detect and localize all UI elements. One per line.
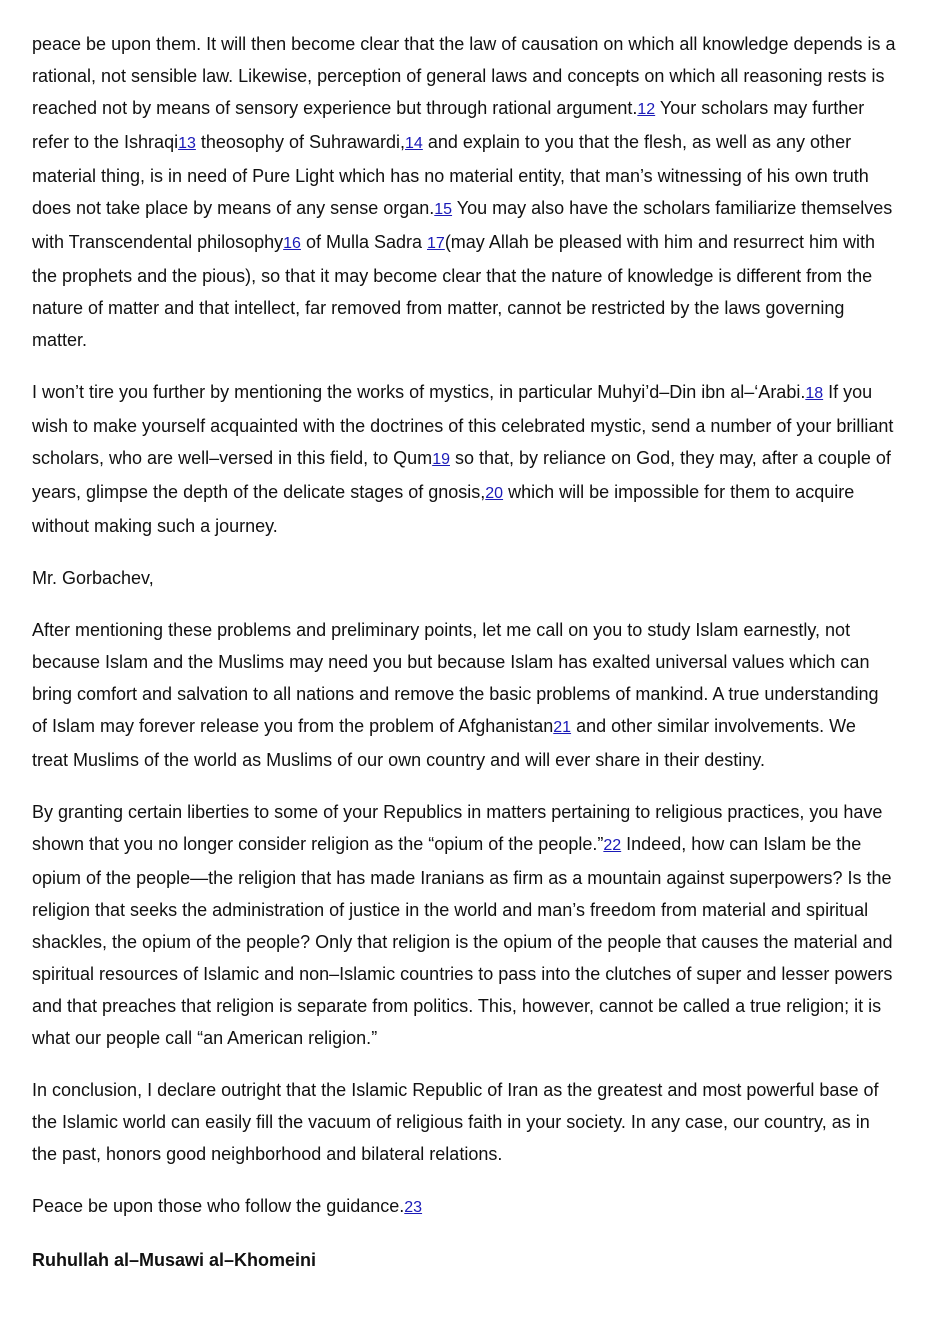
letter-body xyxy=(32,28,896,1276)
paragraph-text: By granting certain liberties to some of your Republics in matters pertaining to religious practices, you have shown that you no longer consider religion as the “opium of the people.” xyxy=(32,802,883,854)
paragraph xyxy=(32,1074,896,1170)
paragraph-list xyxy=(32,28,896,1224)
paragraph-text: theosophy of Suhrawardi, xyxy=(195,132,406,152)
footnote-link[interactable]: 23 xyxy=(404,1199,423,1216)
paragraph xyxy=(32,562,896,594)
paragraph-text: If you wish to make yourself acquainted with the doctrines of this celebrated mystic, send a number of your brilliant scholars, who are well–versed in this field, to Qum xyxy=(32,382,894,468)
paragraph-text: which will be impossible for them to acquire without making such a journey. xyxy=(32,482,855,536)
paragraph xyxy=(32,614,896,776)
paragraph xyxy=(32,28,896,356)
footnote-link[interactable]: 20 xyxy=(485,485,504,502)
footnote-link[interactable]: 15 xyxy=(434,201,453,218)
paragraph-text: Peace be upon those who follow the guidance. xyxy=(32,1196,405,1216)
footnote-link[interactable]: 13 xyxy=(178,135,196,152)
paragraph-text: and other similar involvements. We treat Muslims of the world as Muslims of our own country and will ever share in their destiny. xyxy=(32,716,856,770)
paragraph-text: After mentioning these problems and preliminary points, let me call on you to study Islam earnestly, not because Islam and the Muslims may need you but because Islam has exalted universal values which can bring comfort and salvation to all nations and remove the basic problems of mankind. A true understanding of Islam may forever release you from the problem of Afghanistan xyxy=(32,620,879,736)
paragraph-text: and explain to you that the flesh, as well as any other material thing, is in need of Pure Light which has no material entity, that man’s witnessing of his own truth does not take place by means of any sense organ. xyxy=(32,132,869,218)
paragraph xyxy=(32,1190,896,1224)
paragraph-text: (may Allah be pleased with him and resurrect him with the prophets and the pious), so that it may become clear that the nature of knowledge is different from the nature of matter and that intellect, far removed from matter, cannot be restricted by the laws governing matter. xyxy=(32,232,876,350)
footnote-link[interactable]: 16 xyxy=(283,235,301,252)
footnote-link[interactable]: 21 xyxy=(553,719,572,736)
footnote-link[interactable]: 14 xyxy=(405,135,423,152)
paragraph-text: so that, by reliance on God, they may, after a couple of years, glimpse the depth of the delicate stages of gnosis, xyxy=(32,448,891,502)
footnote-link[interactable]: 19 xyxy=(432,451,450,468)
paragraph xyxy=(32,796,896,1054)
paragraph xyxy=(32,376,896,542)
paragraph-text: peace be upon them. It will then become clear that the law of causation on which all knowledge depends is a rational, not sensible law. Likewise, perception of general laws and concepts on which all reasoning rests is reached not by means of sensory experience but through rational argument. xyxy=(32,34,896,118)
signature: Ruhullah al–Musawi al–Khomeini xyxy=(32,1250,317,1270)
paragraph-text: In conclusion, I declare outright that the Islamic Republic of Iran as the greatest and most powerful base of the Islamic world can easily fill the vacuum of religious faith in your society. In any case, our country, as in the past, honors good neighborhood and bilateral relations. xyxy=(32,1080,879,1164)
paragraph-text: Indeed, how can Islam be the opium of the people—the religion that has made Iranians as firm as a mountain against superpowers? Is the religion that seeks the administration of justice in the world and man’s freedom from material and spiritual shackles, the opium of the people? Only that religion is the opium of the people that causes the material and spiritual resources of Islamic and non–Islamic countries to pass into the clutches of super and lesser powers and that preaches that religion is separate from politics. This, however, cannot be called a true religion; it is what our people call “an American religion.” xyxy=(32,834,893,1048)
footnote-link[interactable]: 22 xyxy=(603,837,622,854)
paragraph-text: of Mulla Sadra xyxy=(300,232,428,252)
footnote-link[interactable]: 18 xyxy=(805,385,824,402)
paragraph-text: Mr. Gorbachev, xyxy=(32,568,154,588)
paragraph-text: You may also have the scholars familiarize themselves with Transcendental philosophy xyxy=(32,198,893,252)
paragraph-text: Your scholars may further refer to the Ishraqi xyxy=(32,98,865,152)
footnote-link[interactable]: 12 xyxy=(637,101,656,118)
footnote-link[interactable]: 17 xyxy=(427,235,445,252)
paragraph-text: I won’t tire you further by mentioning the works of mystics, in particular Muhyi’d–Din ibn al–‘Arabi. xyxy=(32,382,806,402)
